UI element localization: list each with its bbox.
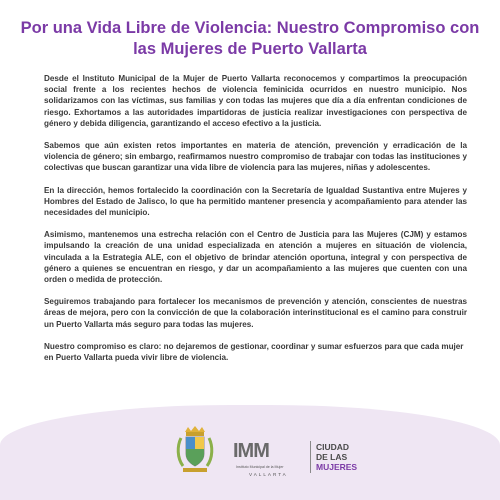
footer-divider (310, 441, 311, 473)
paragraph-3: En la dirección, hemos fortalecido la coordinación con la Secretaría de Igualdad Sustantiva entre Mujeres y Hombres del Estado de Jalisco, lo que ha permitido mantener presencia y acompañamiento para atender las necesidades del municipio. (44, 185, 467, 218)
imm-logo: IMM (233, 440, 269, 462)
ciudad-de-las-mujeres-logo (316, 442, 357, 472)
paragraph-6: Nuestro compromiso es claro: no dejaremos de gestionar, coordinar y sumar esfuerzos para que cada mujer en Puerto Vallarta pueda vivir libre de violencia. (44, 341, 464, 363)
imm-city: VALLARTA (249, 472, 288, 477)
paragraph-5: Seguiremos trabajando para fortalecer los mecanismos de prevención y atención, conscientes de nuestras áreas de mejora, pero con la convicción de que la colaboración interinstitucional es el camino para construir un Puerto Vallarta más seguro para todas las mujeres. (44, 297, 467, 329)
ciudad-line-2: DE LAS (316, 452, 348, 462)
puerto-vallarta-seal-icon (175, 424, 215, 476)
page-title: Por una Vida Libre de Violencia: Nuestro Compromiso con las Mujeres de Puerto Vallarta (20, 19, 480, 58)
imm-subtitle: Instituto Municipal de la Mujer (236, 465, 284, 469)
ciudad-line-1: CIUDAD (316, 442, 350, 452)
statement-body (44, 73, 467, 374)
paragraph-1: Desde el Instituto Municipal de la Mujer de Puerto Vallarta reconocemos y compartimos la preocupación social frente a los recientes hechos de violencia feminicida ocurridos en nuestro municipio. Nos solidarizamos con las víctimas, sus familias y con todas las mujeres que día a día enfrentan condiciones de riesgo. Exhortamos a las autoridades impartidoras de justicia realizar investigaciones con perspectiva de género y debida diligencia, garantizando el acceso efectivo a la justicia. (44, 74, 467, 128)
paragraph-4: Asimismo, mantenemos una estrecha relación con el Centro de Justicia para las Mujeres (CJM) y estamos impulsando la creación de una unidad especializada en atención a mujeres en situación de violencia, vinculada a la Estrategia ALE, con el objetivo de brindar atención oportuna, integral y con perspectiva de género a quienes se encuentran en riesgo, y dar un acompañamiento a las mujeres que cuenten con una orden o medida de protección. (44, 230, 467, 285)
ciudad-line-3: MUJERES (316, 462, 358, 472)
paragraph-2: Sabemos que aún existen retos importantes en materia de atención, prevención y erradicación de la violencia de género; sin embargo, reafirmamos nuestro compromiso de trabajar con todas las instituciones y colectivas que buscan garantizar una vida libre de violencia para las mujeres, niñas y adolescentes. (44, 141, 467, 173)
